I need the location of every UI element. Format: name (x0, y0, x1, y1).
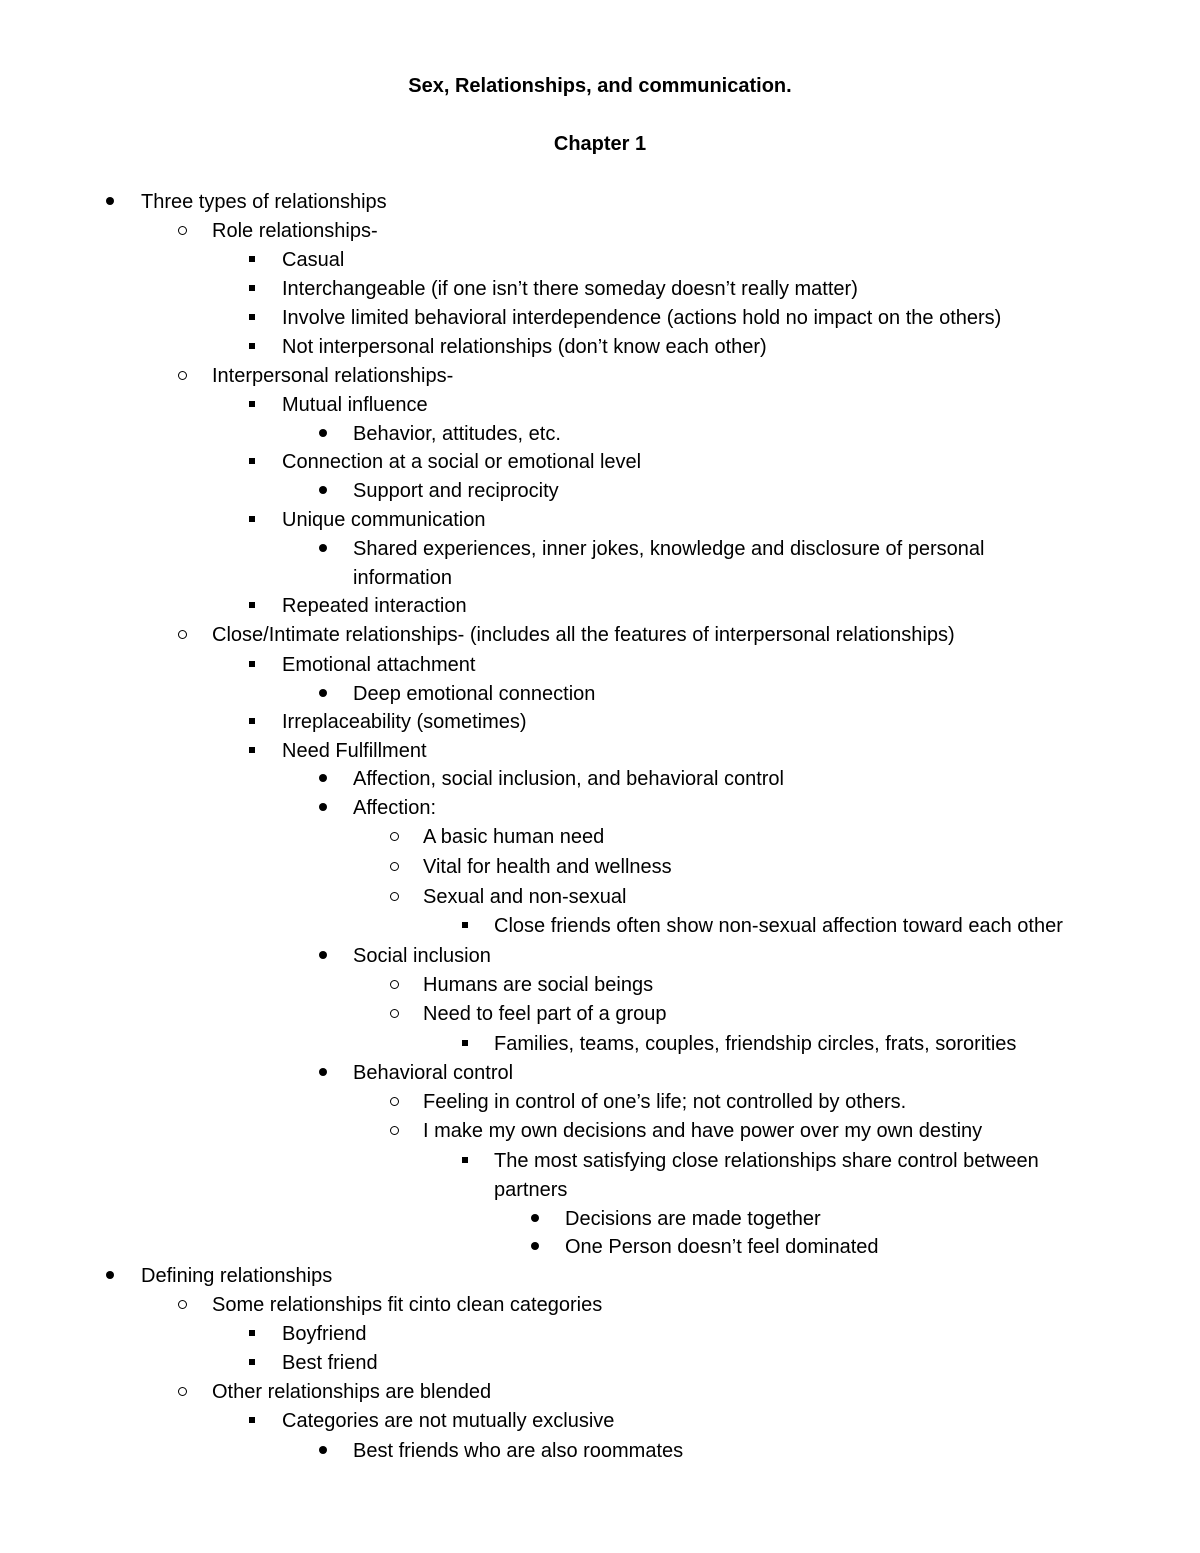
list-item-text: Boyfriend (282, 1323, 367, 1345)
disc-bullet-icon (525, 1207, 545, 1231)
list-item-text: Defining relationships (141, 1265, 333, 1287)
square-bullet-icon (455, 1032, 475, 1056)
circle-bullet-icon (172, 623, 192, 647)
square-bullet-icon (455, 914, 475, 938)
square-bullet-icon (242, 1409, 262, 1433)
list-item-text: Not interpersonal relationships (don’t know each other) (282, 336, 767, 358)
list-item-text: Involve limited behavioral interdependence (actions hold no impact on the others) (282, 307, 1002, 329)
square-bullet-icon (242, 739, 262, 763)
disc-bullet-icon (100, 190, 120, 214)
square-bullet-icon (242, 248, 262, 272)
circle-bullet-icon (172, 1380, 192, 1404)
list-item-text: Support and reciprocity (353, 480, 559, 502)
square-bullet-icon (242, 1351, 262, 1375)
list-item-text: Humans are social beings (423, 974, 654, 996)
list-item-text: Close/Intimate relationships- (includes all the features of interpersonal relationships) (212, 624, 955, 646)
list-item-text: The most satisfying close relationships share control between (494, 1150, 1039, 1172)
list-item-text: Affection, social inclusion, and behavioral control (353, 768, 784, 790)
list-item-text: Close friends often show non-sexual affection toward each other (494, 915, 1063, 937)
square-bullet-icon (242, 306, 262, 330)
list-item-text: Shared experiences, inner jokes, knowledge and disclosure of personal (353, 538, 985, 560)
list-item-text: Some relationships fit cinto clean categories (212, 1294, 603, 1316)
list-item-text: Sexual and non-sexual (423, 886, 627, 908)
circle-bullet-icon (384, 885, 404, 909)
disc-bullet-icon (313, 537, 333, 561)
list-item-text: Irreplaceability (sometimes) (282, 711, 527, 733)
list-item-text: information (353, 567, 452, 589)
list-item-text: Unique communication (282, 509, 486, 531)
list-item-text: Social inclusion (353, 945, 491, 967)
circle-bullet-icon (172, 219, 192, 243)
list-item-text: Emotional attachment (282, 654, 476, 676)
circle-bullet-icon (384, 825, 404, 849)
list-item-text: Connection at a social or emotional level (282, 451, 642, 473)
list-item-text: Need Fulfillment (282, 740, 427, 762)
circle-bullet-icon (384, 855, 404, 879)
list-item-text: Best friend (282, 1352, 378, 1374)
list-item-text: Categories are not mutually exclusive (282, 1410, 615, 1432)
square-bullet-icon (242, 710, 262, 734)
disc-bullet-icon (313, 1439, 333, 1463)
list-item-text: Feeling in control of one’s life; not controlled by others. (423, 1091, 907, 1113)
disc-bullet-icon (525, 1235, 545, 1259)
square-bullet-icon (242, 335, 262, 359)
list-item-text: Interchangeable (if one isn’t there someday doesn’t really matter) (282, 278, 858, 300)
circle-bullet-icon (384, 973, 404, 997)
list-item-text: Casual (282, 249, 345, 271)
disc-bullet-icon (313, 796, 333, 820)
square-bullet-icon (242, 1322, 262, 1346)
circle-bullet-icon (172, 1293, 192, 1317)
list-item-text: Vital for health and wellness (423, 856, 672, 878)
square-bullet-icon (455, 1149, 475, 1173)
square-bullet-icon (242, 450, 262, 474)
chapter-heading: Chapter 1 (553, 133, 647, 155)
list-item-text: Affection: (353, 797, 437, 819)
list-item-text: Families, teams, couples, friendship circles, frats, sororities (494, 1033, 1017, 1055)
disc-bullet-icon (313, 1061, 333, 1085)
square-bullet-icon (242, 277, 262, 301)
disc-bullet-icon (313, 479, 333, 503)
circle-bullet-icon (384, 1002, 404, 1026)
square-bullet-icon (242, 594, 262, 618)
disc-bullet-icon (313, 944, 333, 968)
list-item-text: One Person doesn’t feel dominated (565, 1236, 879, 1258)
list-item-text: Interpersonal relationships- (212, 365, 454, 387)
disc-bullet-icon (100, 1264, 120, 1288)
square-bullet-icon (242, 508, 262, 532)
list-item-text: Repeated interaction (282, 595, 467, 617)
list-item-text: Behavioral control (353, 1062, 514, 1084)
square-bullet-icon (242, 393, 262, 417)
square-bullet-icon (242, 653, 262, 677)
document-title: Sex, Relationships, and communication. (408, 75, 792, 97)
list-item-text: A basic human need (423, 826, 605, 848)
list-item-text: Best friends who are also roommates (353, 1440, 684, 1462)
list-item-text: Other relationships are blended (212, 1381, 492, 1403)
circle-bullet-icon (172, 364, 192, 388)
list-item-text: Need to feel part of a group (423, 1003, 667, 1025)
list-item-text: Decisions are made together (565, 1208, 821, 1230)
list-item-text: Behavior, attitudes, etc. (353, 423, 561, 445)
disc-bullet-icon (313, 422, 333, 446)
circle-bullet-icon (384, 1090, 404, 1114)
list-item-text: Deep emotional connection (353, 683, 596, 705)
list-item-text: Mutual influence (282, 394, 428, 416)
list-item-text: Role relationships- (212, 220, 378, 242)
list-item-text: I make my own decisions and have power over my own destiny (423, 1120, 983, 1142)
disc-bullet-icon (313, 682, 333, 706)
list-item-text: Three types of relationships (141, 191, 387, 213)
circle-bullet-icon (384, 1119, 404, 1143)
disc-bullet-icon (313, 767, 333, 791)
list-item-text: partners (494, 1179, 568, 1201)
